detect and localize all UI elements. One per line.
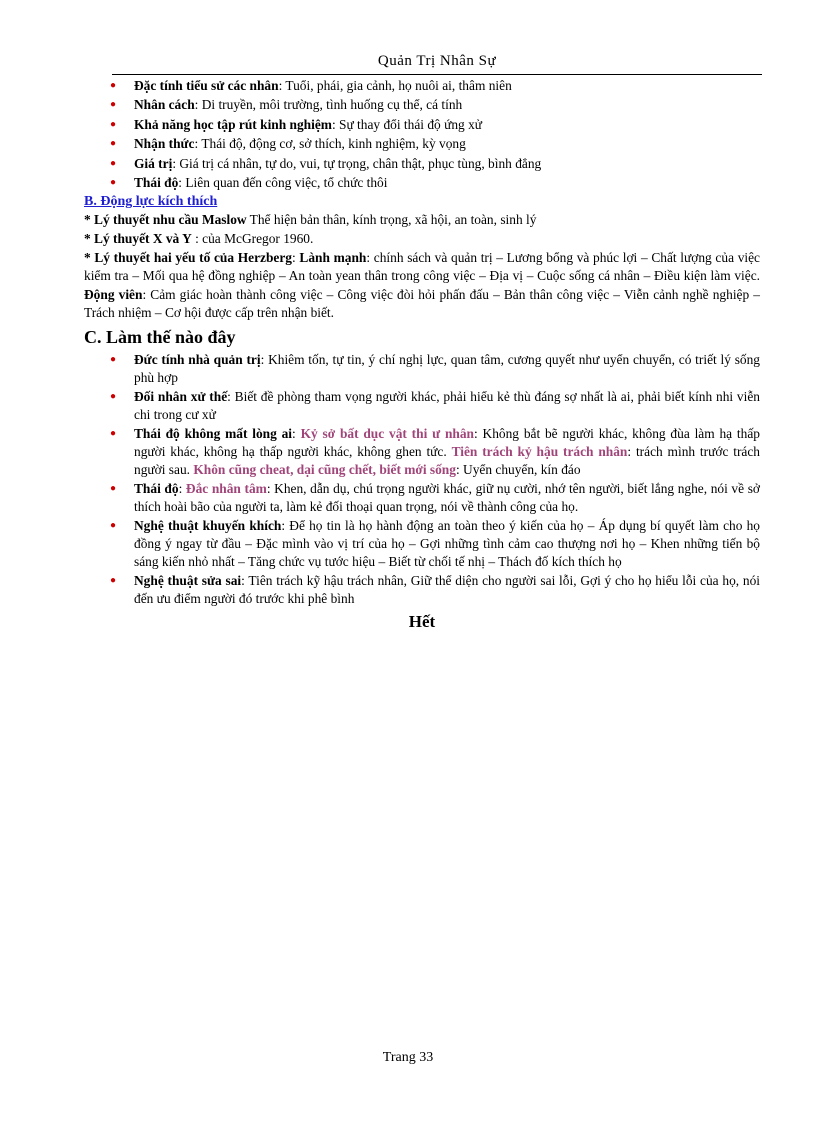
document-title: Quản Trị Nhân Sự [377,53,497,69]
bullet-icon: ● [110,118,117,130]
bullet-icon: ● [110,177,117,189]
bullet-icon: ● [110,520,117,532]
list-item: ● Khả năng học tập rút kinh nghiệm: Sự thay đổi thái độ ứng xử [84,115,760,134]
page-content [84,76,760,633]
list-item: ● Đặc tính tiểu sử các nhân: Tuổi, phái, gia cảnh, họ nuôi ai, thâm niên [84,76,760,95]
list-item: ● Nghệ thuật khuyến khích: Để họ tin là họ hành động an toàn theo ý kiến của họ – Áp dụng bí quyết làm cho họ đồng ý ngay từ đầu – Đặc mình vào vị trí của họ – Gợi những tình cảm cao thượng nơi họ – Khen những tiến bộ sáng kiến nhỏ nhất – Tăng chức vụ tước hiệu – Biết từ chối tế nhị – Thách đố kích thích họ [110,518,761,569]
how-to-list [84,351,760,609]
end-marker: Hết [408,612,436,632]
bullet-icon: ● [110,575,117,587]
list-item: ● Thái độ: Liên quan đến công việc, tổ chức thôi [84,173,760,192]
list-item: ● Thái độ không mất lòng ai: Kỷ sở bất dục vật thi ư nhân: Không bắt bẽ người khác, không đùa làm hạ thấp người khác, không hạ thấp người khác, không ghen tức. Tiên trách kỷ hậu trách nhân: trách mình trước trách người sau. Khôn cũng cheat, dại cũng chết, biết mới sống: Uyển chuyển, kín đáo [110,426,760,477]
list-item: ● Đối nhân xử thế: Biết đề phòng tham vọng người khác, phải hiểu kẻ thù đáng sợ nhất là ai, phải biết kính nhi viễn chi trong cư xử [110,389,760,422]
page-footer [0,1050,816,1066]
list-item: ● Giá trị: Giá trị cá nhân, tự do, vui, tự trọng, chân thật, phục tùng, bình đẳng [84,154,760,173]
bullet-icon: ● [110,138,117,150]
bullet-icon: ● [110,354,117,365]
maslow-theory: * Lý thuyết nhu cầu Maslow Thể hiện bản thân, kính trọng, xã hội, an toàn, sinh lý [84,212,537,228]
bullet-icon: ● [110,391,117,403]
factor-list [84,76,760,192]
list-item: ● Nhận thức: Thái độ, động cơ, sở thích, kinh nghiệm, kỳ vọng [84,134,760,153]
bullet-icon: ● [110,99,117,111]
section-b-heading: B. Động lực kích thích [84,194,218,210]
bullet-icon: ● [110,428,117,440]
list-item: ● Thái độ: Đắc nhân tâm: Khen, dẫn dụ, chú trọng người khác, giữ nụ cười, nhớ tên người, biết lắng nghe, nói về sở thích hoài bão của người ta, làm kẻ đối thoại quan trọng, nói về thành công của họ. [110,481,760,514]
list-item: ● Nghệ thuật sửa sai: Tiên trách kỹ hậu trách nhân, Giữ thể diện cho người sai lỗi, Gợi ý cho họ hiểu lỗi của họ, nói đến ưu điểm người đó trước khi phê bình [110,573,760,606]
xy-theory: * Lý thuyết X và Y : của McGregor 1960. [84,231,314,247]
bullet-icon: ● [110,157,117,169]
page-number: Trang 33 [382,1050,434,1065]
list-item: ● Đức tính nhà quản trị: Khiêm tốn, tự tin, ý chí nghị lực, quan tâm, cương quyết như uyển chuyển, có triết lý sống phù hợp [110,352,760,385]
section-c-heading: C. Làm thế nào đây [84,327,236,347]
list-item: ● Nhân cách: Di truyền, môi trường, tình huống cụ thể, cá tính [84,95,760,114]
bullet-icon: ● [110,483,117,495]
page-header [112,50,762,75]
bullet-icon: ● [110,80,117,91]
herzberg-theory: * Lý thuyết hai yếu tố của Herzberg: Lành mạnh: chính sách và quản trị – Lương bổng và phúc lợi – Chất lượng của việc kiểm tra – Mối qua hệ đồng nghiệp – An toàn yean thân trong công việc – Địa vị – Cuộc sống cá nhân – Điều kiện làm việc. Động viên: Cảm giác hoàn thành công việc – Công việc đòi hỏi phấn đấu – Bản thân công việc – Viễn cảnh nghề nghiệp – Trách nhiệm – Cơ hội được cấp trên nhận biết. [84,249,760,321]
